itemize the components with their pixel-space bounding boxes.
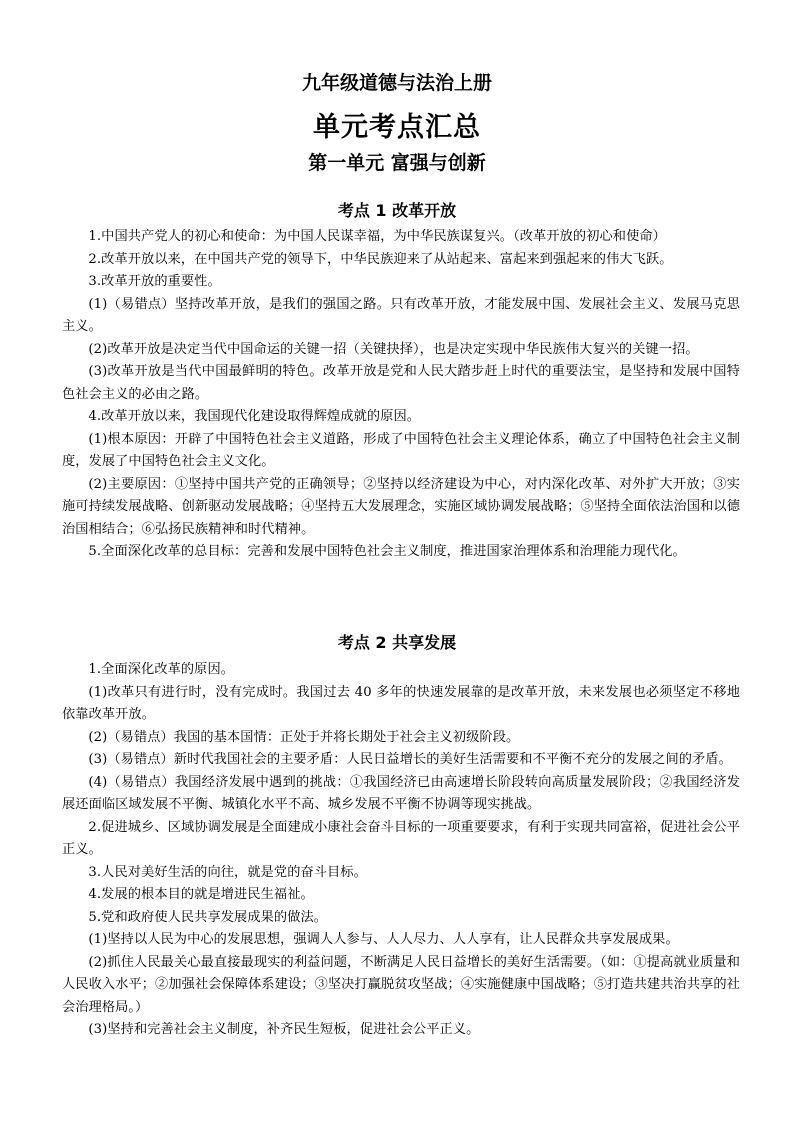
paragraph: 1.全面深化改革的原因。 [88, 662, 235, 677]
paragraph: (2)改革开放是决定当代中国命运的关键一招（关键抉择），也是决定实现中华民族伟大复兴的关键一招。 [88, 341, 699, 357]
section-body-kp2 [62, 659, 740, 1042]
section-title-kp2: 考点 2 共享发展 [337, 633, 457, 652]
paragraph: 4.改革开放以来，我国现代化建设取得辉煌成就的原因。 [88, 409, 421, 424]
paragraph: (1)（易错点）坚持改革开放，是我们的强国之路。只有改革开放，才能发展中国、发展社会主义、发展马克思主义。 [62, 296, 740, 334]
summary-title: 单元考点汇总 [313, 112, 481, 143]
paragraph: (2)抓住人民最关心最直接最现实的利益问题，不断满足人民日益增长的美好生活需要。（如：①提高就业质量和人民收入水平；②加强社会保障体系建设；③坚决打赢脱贫攻坚战；④实施健康中国战略；⑤打造共建共治共享的社会治理格局。） [62, 954, 740, 1015]
subject-title: 九年级道德与法治上册 [301, 72, 492, 94]
paragraph: (2)主要原因：①坚持中国共产党的正确领导；②坚持以经济建设为中心，对内深化改革、对外扩大开放；③实施可持续发展战略、创新驱动发展战略；④坚持五大发展理念，实施区域协调发展战略；⑤坚持全面依法治国和以德治国相结合；⑥弘扬民族精神和时代精神。 [62, 476, 740, 537]
section-title-kp1: 考点 1 改革开放 [337, 201, 457, 220]
paragraph: 5.党和政府使人民共享发展成果的做法。 [88, 909, 328, 925]
paragraph: (3)改革开放是当代中国最鲜明的特色。改革开放是党和人民大踏步赶上时代的重要法宝，是坚持和发展中国特色社会主义的必由之路。 [62, 364, 740, 402]
paragraph: (3)坚持和完善社会主义制度，补齐民生短板，促进社会公平正义。 [88, 1022, 480, 1037]
paragraph: (1)坚持以人民为中心的发展思想，强调人人参与、人人尽力、人人享有，让人民群众共享发展成果。 [88, 932, 679, 947]
paragraph: (4)（易错点）我国经济发展中遇到的挑战：①我国经济已由高速增长阶段转向高质量发展阶段；②我国经济发展还面临区域发展不平衡、城镇化水平不高、城乡发展不平衡不协调等现实挑战。 [62, 774, 740, 812]
paragraph: (1)根本原因：开辟了中国特色社会主义道路，形成了中国特色社会主义理论体系，确立了中国特色社会主义制度，发展了中国特色社会主义文化。 [62, 431, 740, 469]
section-body-kp1 [62, 226, 740, 564]
paragraph: (3)（易错点）新时代我国社会的主要矛盾：人民日益增长的美好生活需要和不平衡不充分的发展之间的矛盾。 [88, 752, 732, 767]
paragraph: 3.人民对美好生活的向往，就是党的奋斗目标。 [88, 864, 367, 880]
paragraph: 4.发展的根本目的就是增进民生福祉。 [88, 887, 314, 902]
paragraph: 5.全面深化改革的总目标：完善和发展中国特色社会主义制度，推进国家治理体系和治理能力现代化。 [88, 544, 686, 559]
paragraph: 1.中国共产党人的初心和使命：为中国人民谋幸福，为中华民族谋复兴。（改革开放的初心和使命） [88, 229, 666, 244]
paragraph: 3.改革开放的重要性。 [88, 274, 221, 289]
paragraph: 2.改革开放以来，在中国共产党的领导下，中华民族迎来了从站起来、富起来到强起来的伟大飞跃。 [88, 251, 673, 267]
paragraph: (1)改革只有进行时，没有完成时。我国过去 40 多年的快速发展靠的是改革开放，未来发展也必须坚定不移地依靠改革开放。 [62, 684, 740, 722]
paragraph: 2.促进城乡、区域协调发展是全面建成小康社会奋斗目标的一项重要要求，有利于实现共同富裕，促进社会公平正义。 [62, 819, 740, 857]
paragraph: (2)（易错点）我国的基本国情：正处于并将长期处于社会主义初级阶段。 [88, 729, 520, 745]
unit-title: 第一单元 富强与创新 [308, 152, 486, 174]
